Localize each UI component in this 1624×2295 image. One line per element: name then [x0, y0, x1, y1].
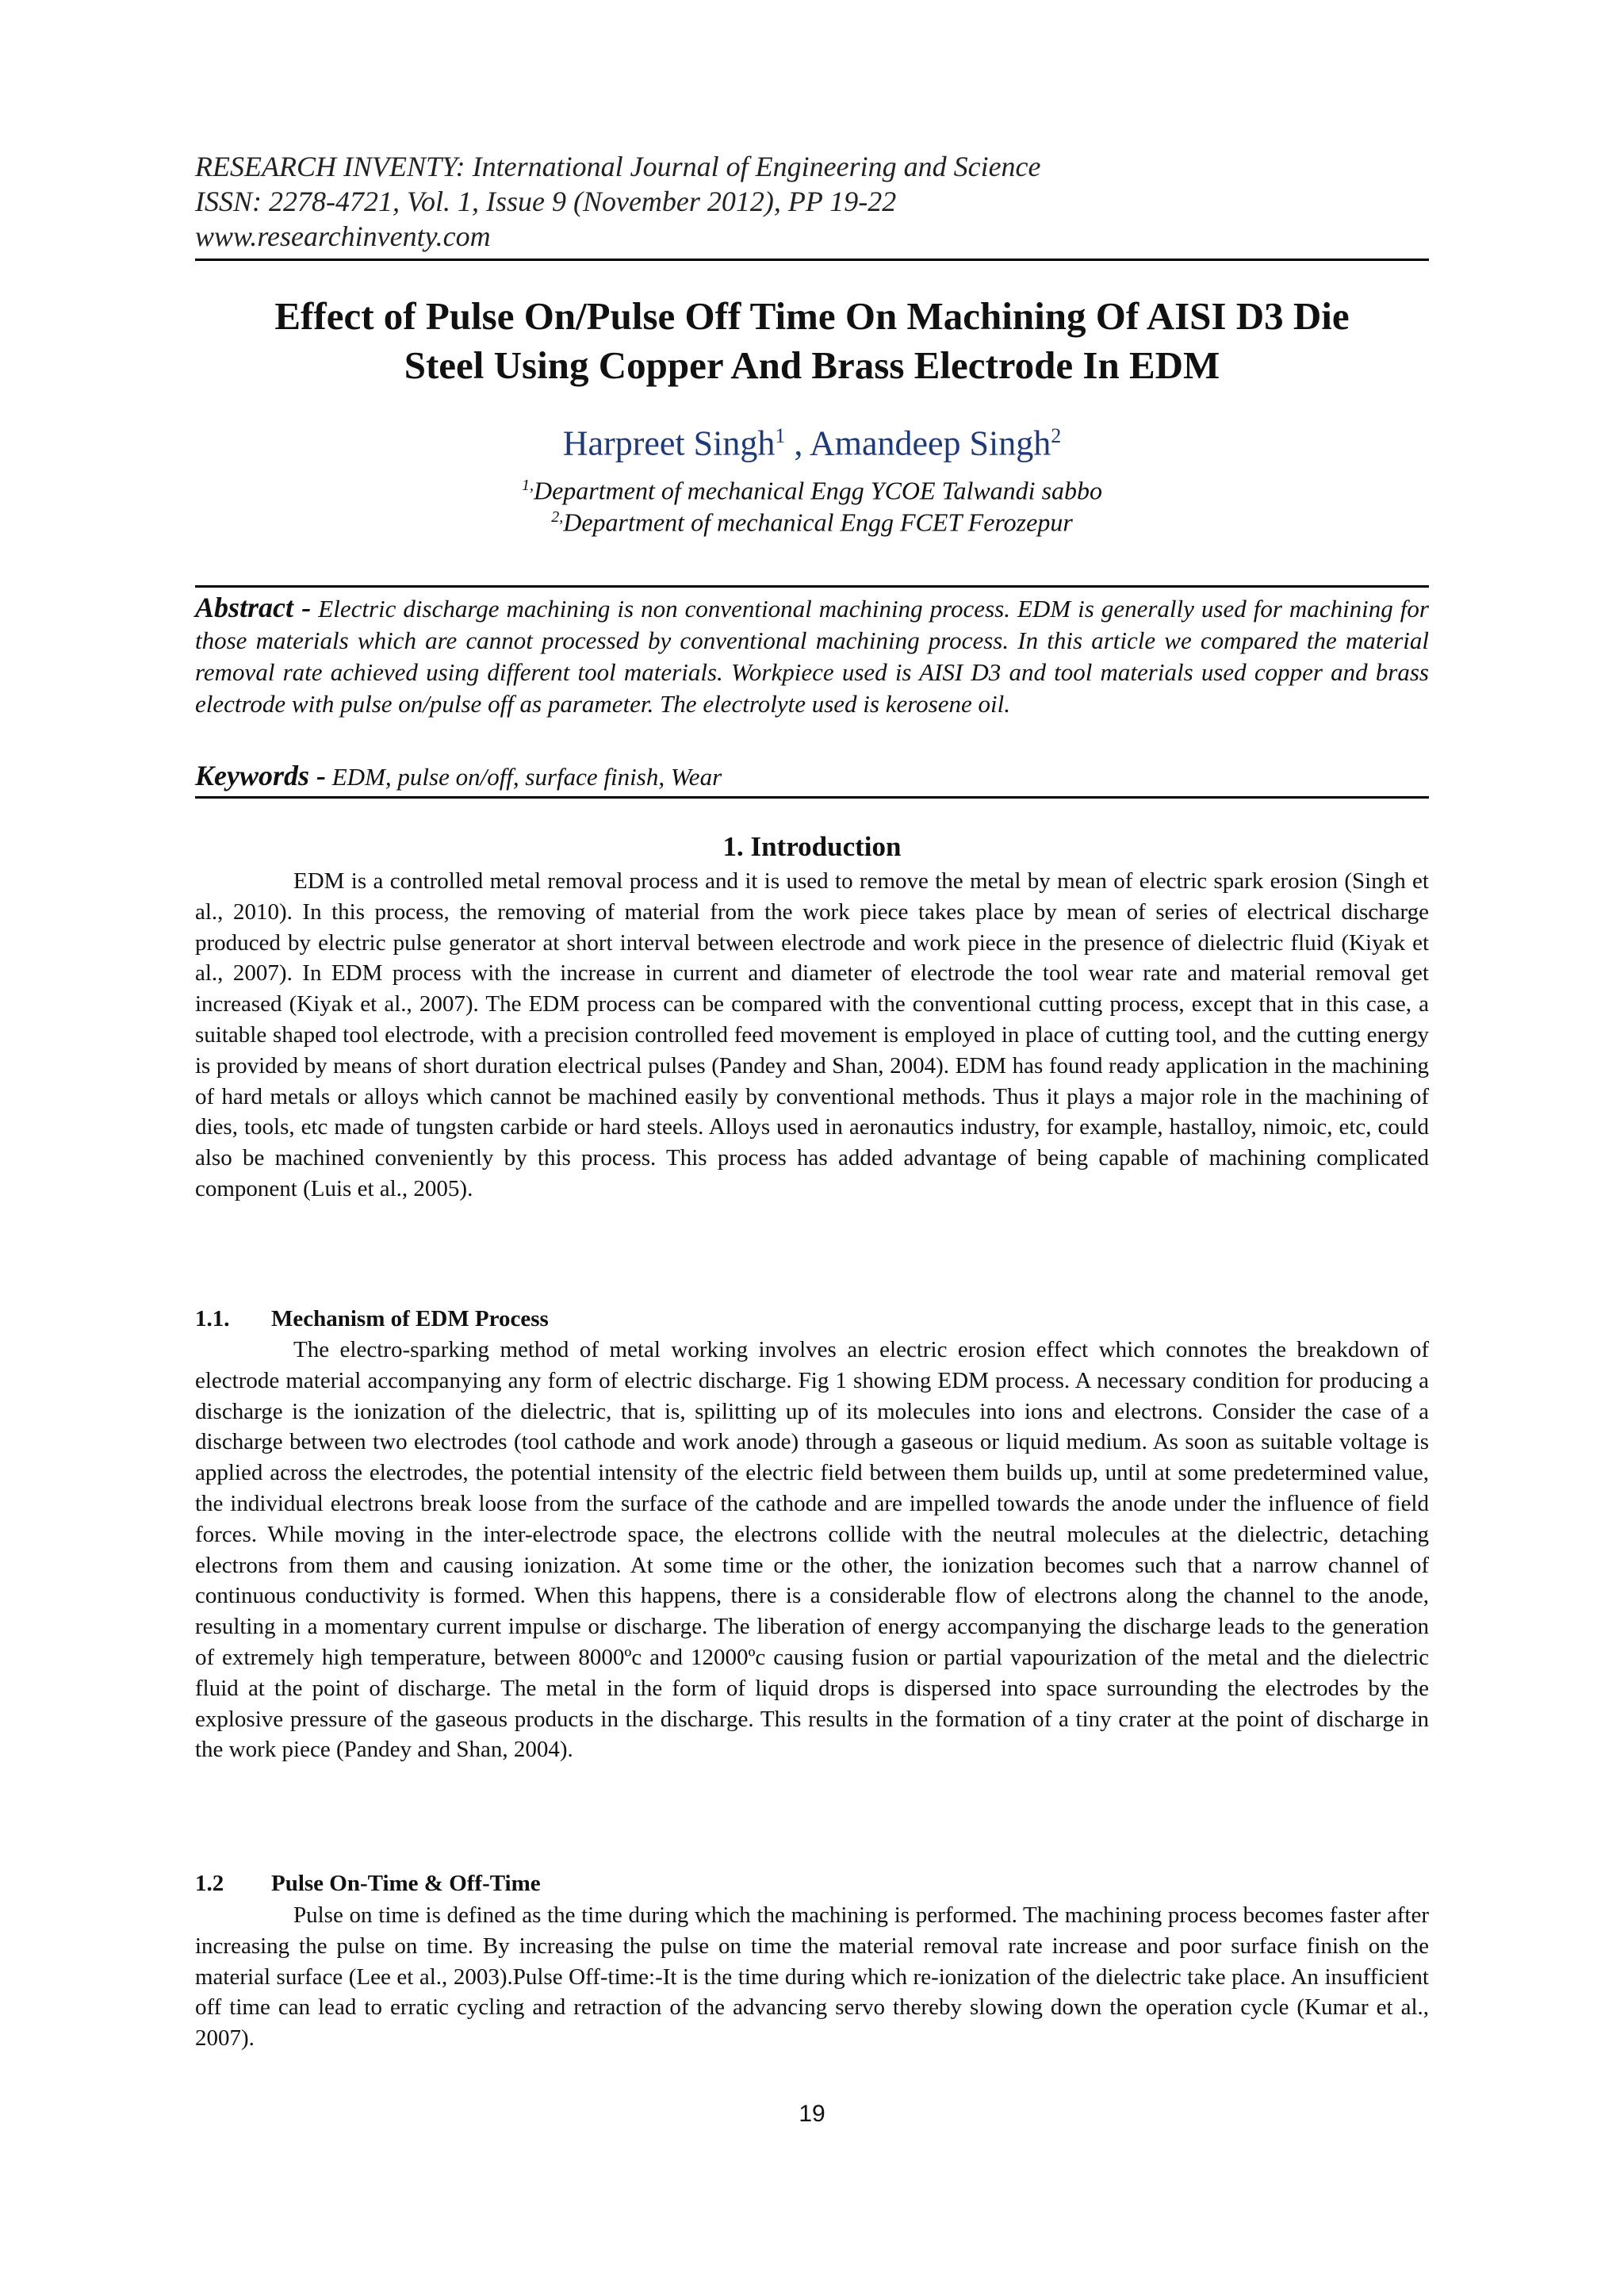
page-number: 19: [799, 2101, 825, 2127]
subsection-heading-mechanism: [195, 1304, 1429, 1334]
affiliation-1-text: Department of mechanical Engg YCOE Talwandi sabbo: [533, 476, 1103, 505]
author-2-mark: 2: [1051, 424, 1062, 447]
pulse-paragraph: Pulse on time is defined as the time during which the machining is performed. The machining process becomes faster after increasing the pulse on time. By increasing the pulse on time the material removal rate increase and poor surface finish on the material surface (Lee et al., 2003).Pulse Off-time:-It is the time during which re-ionization of the dielectric take place. An insufficient off time can lead to erratic cycling and retraction of the advancing servo thereby slowing down the operation cycle (Kumar et al., 2007).: [195, 1902, 1429, 2052]
affiliation-1-mark: 1,: [521, 477, 534, 494]
mechanism-paragraph: The electro-sparking method of metal working involves an electric erosion effect which connotes the breakdown of electrode material accompanying any form of electric discharge. Fig 1 showing EDM process. A necessary condition for producing a discharge is the ionization of the dielectric, that is, spilitting up of its molecules into ions and electrons. Consider the case of a discharge between two electrodes (tool cathode and work anode) through a gaseous or liquid medium. As soon as suitable voltage is applied across the electrodes, the potential intensity of the electric field between them builds up, until at some predetermined value, the individual electrons break loose from the surface of the cathode and are impelled towards the anode under the influence of field forces. While moving in the inter-electrode space, the electrons collide with the neutral molecules at the dielectric, detaching electrons from them and causing ionization. At some time or the other, the ionization becomes such that a narrow channel of continuous conductivity is formed. When this happens, there is a considerable flow of electrons along the channel to the anode, resulting in a momentary current impulse or discharge. The liberation of energy accompanying the discharge leads to the generation of extremely high temperature, between 8000ºc and 12000ºc causing fusion or partial vapourization of the metal and the dielectric fluid at the point of discharge. The metal in the form of liquid drops is dispersed into space surrounding the electrodes by the explosive pressure of the gaseous products in the discharge. This results in the formation of a tiny crater at the point of discharge in the work piece (Pandey and Shan, 2004).: [195, 1337, 1429, 1763]
abstract: [195, 592, 1429, 720]
journal-website: www.researchinventy.com: [195, 220, 491, 252]
title-line-2: Steel Using Copper And Brass Electrode In EDM: [404, 343, 1220, 387]
header-divider: [195, 259, 1429, 261]
section-heading-introduction: 1. Introduction: [722, 831, 902, 862]
affiliation-2-mark: 2,: [551, 508, 564, 526]
journal-issue: ISSN: 2278-4721, Vol. 1, Issue 9 (November 2012), PP 19-22: [195, 186, 897, 217]
subsection-heading-pulse: [195, 1868, 1429, 1898]
introduction-paragraph: EDM is a controlled metal removal process and it is used to remove the metal by mean of electric spark erosion (Singh et al., 2010). In this process, the removing of material from the work piece takes place by mean of series of electrical discharge produced by electric pulse generator at short interval between electrode and work piece in the presence of dielectric fluid (Kiyak et al., 2007). In EDM process with the increase in current and diameter of electrode the tool wear rate and material removal get increased (Kiyak et al., 2007). The EDM process can be compared with the conventional cutting process, except that in this case, a suitable shaped tool electrode, with a precision controlled feed movement is employed in place of cutting tool, and the cutting energy is provided by means of short duration electrical pulses (Pandey and Shan, 2004). EDM has found ready application in the machining of hard metals or alloys which cannot be machined easily by conventional methods. Thus it plays a major role in the machining of dies, tools, etc made of tungsten carbide or hard steels. Alloys used in aeronautics industry, for example, hastalloy, nimoic, etc, could also be machined conveniently by this process. This process has added advantage of being capable of machining complicated component (Luis et al., 2005).: [195, 868, 1429, 1201]
author-separator: ,: [785, 423, 810, 463]
journal-name: RESEARCH INVENTY: International Journal of Engineering and Science: [195, 151, 1041, 182]
keywords: [195, 760, 1429, 793]
abstract-label: Abstract -: [195, 592, 312, 623]
abstract-top-divider: [195, 585, 1429, 588]
author-list: [159, 414, 1465, 466]
title-line-1: Effect of Pulse On/Pulse Off Time On Machining Of AISI D3 Die: [274, 294, 1350, 338]
keywords-text: EDM, pulse on/off, surface finish, Wear: [331, 763, 722, 791]
subsection-title: Pulse On-Time & Off-Time: [271, 1871, 541, 1896]
abstract-bottom-divider: [195, 796, 1429, 799]
subsection-title: Mechanism of EDM Process: [271, 1306, 549, 1331]
author-2: Amandeep Singh: [809, 423, 1051, 463]
subsection-number: 1.1.: [195, 1306, 230, 1331]
affiliation-2-text: Department of mechanical Engg FCET Ferozepur: [563, 508, 1073, 537]
journal-header: [195, 149, 1432, 254]
keywords-label: Keywords -: [195, 760, 326, 791]
subsection-number: 1.2: [195, 1871, 224, 1896]
author-1: Harpreet Singh: [562, 423, 776, 463]
paper-title: [159, 292, 1465, 390]
abstract-text: Electric discharge machining is non conventional machining process. EDM is generally used for machining for those materials which are cannot processed by conventional machining process. In this article we compared the material removal rate achieved using different tool materials. Workpiece used is AISI D3 and tool materials used copper and brass electrode with pulse on/pulse off as parameter. The electrolyte used is kerosene oil.: [195, 595, 1429, 718]
author-1-mark: 1: [775, 424, 786, 447]
affiliation-2: [159, 501, 1465, 538]
